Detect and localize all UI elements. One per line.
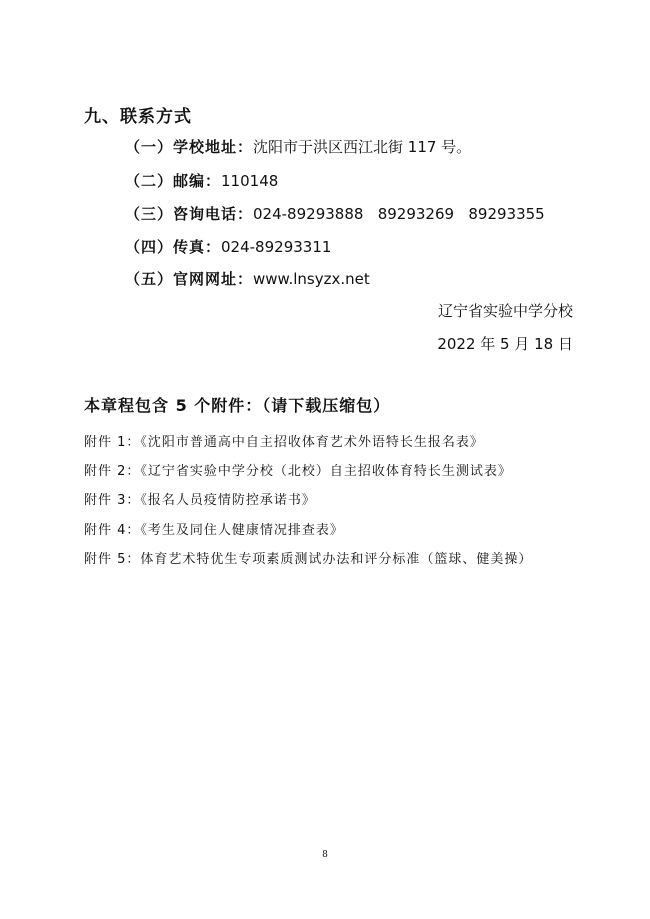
- attachment-item: 附件 5：体育艺术特优生专项素质测试办法和评分标准（篮球、健美操）: [84, 552, 533, 567]
- attachment-item: 附件 4：《考生及同住人健康情况排查表》: [84, 523, 344, 538]
- website-link[interactable]: www.lnsyzx.net: [253, 270, 370, 288]
- contact-item-phone: [125, 203, 545, 224]
- contact-item-website: [125, 268, 370, 289]
- section-heading: 九、联系方式: [84, 107, 192, 127]
- signature-organization: 辽宁省实验中学分校: [437, 302, 573, 320]
- page-number: 8: [322, 850, 328, 860]
- contact-item-postcode: [125, 170, 278, 191]
- attachment-item: 附件 3：《报名人员疫情防控承诺书》: [84, 493, 316, 508]
- contact-label: （四）传真：: [125, 238, 222, 256]
- contact-label: （三）咨询电话：: [125, 205, 254, 223]
- contact-value: 110148: [221, 172, 279, 190]
- contact-label: （一）学校地址：: [125, 138, 254, 156]
- contact-value: 024-89293311: [221, 238, 332, 256]
- contact-value: 024-89293888 89293269 89293355: [253, 205, 545, 223]
- contact-item-address: [125, 136, 471, 157]
- signature-date: 2022 年 5 月 18 日: [437, 335, 573, 353]
- contact-label: （五）官网网址：: [125, 270, 254, 288]
- attachments-heading: 本章程包含 5 个附件：（请下载压缩包）: [84, 396, 391, 415]
- contact-label: （二）邮编：: [125, 172, 222, 190]
- attachment-item: 附件 1：《沈阳市普通高中自主招收体育艺术外语特长生报名表》: [84, 435, 484, 450]
- contact-value: 沈阳市于洪区西江北街 117 号。: [253, 138, 472, 156]
- contact-item-fax: [125, 236, 331, 257]
- attachment-item: 附件 2：《辽宁省实验中学分校（北校）自主招收体育特长生测试表》: [84, 464, 512, 479]
